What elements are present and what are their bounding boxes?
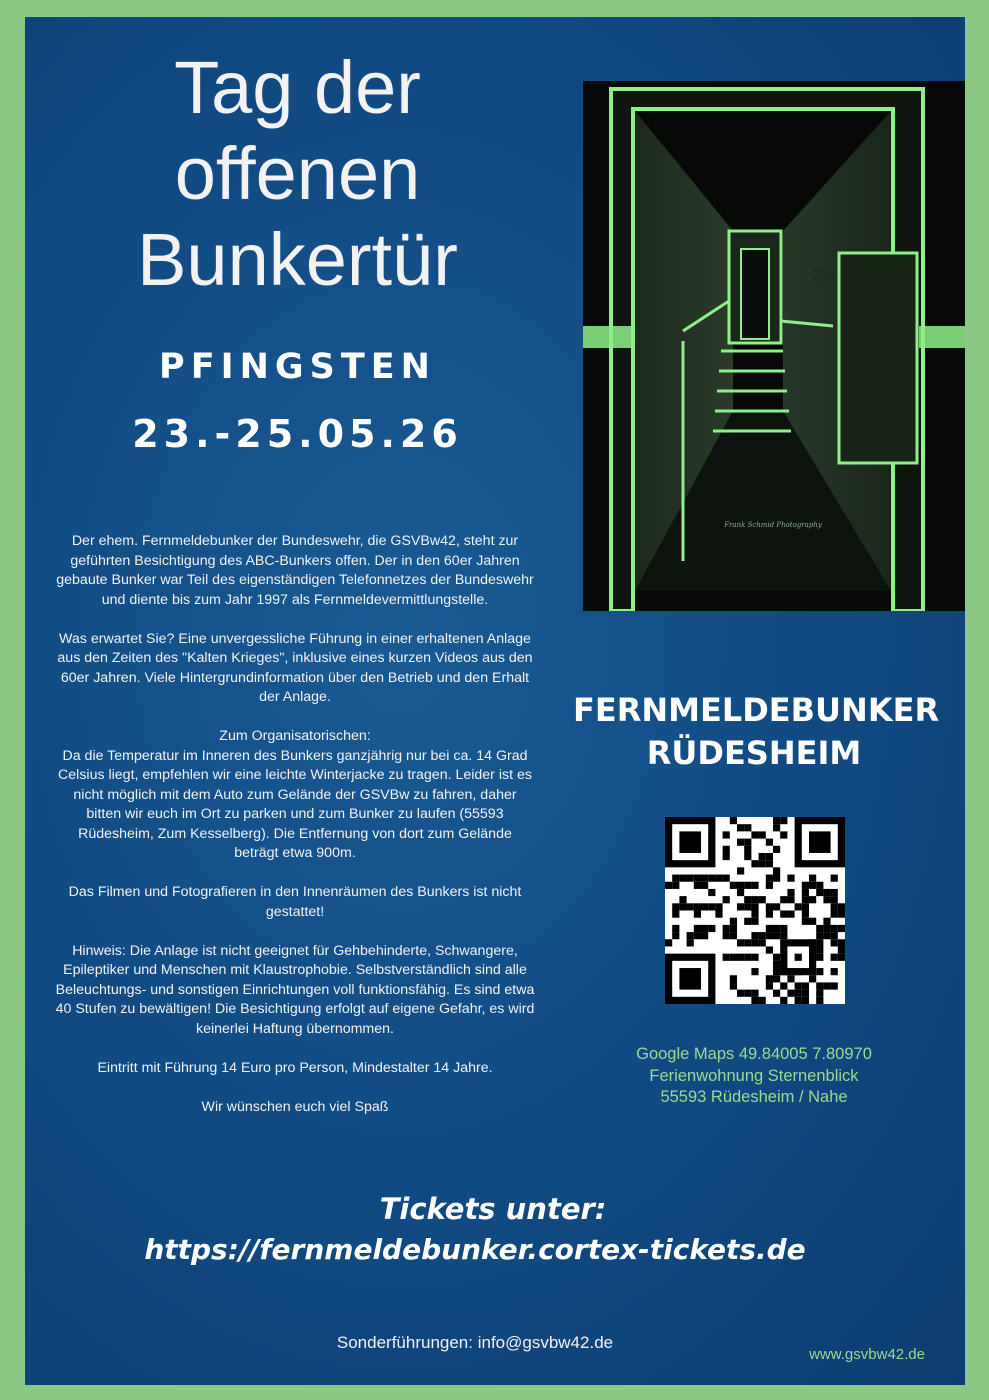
event-subtitle: PFINGSTEN bbox=[159, 347, 436, 387]
tickets-url-link[interactable]: https://fernmeldebunker.cortex-tickets.de bbox=[144, 1233, 806, 1266]
photo-watermark: Frank Schmid Photography bbox=[724, 521, 822, 529]
title-line-2: offenen bbox=[174, 132, 421, 215]
paragraph-farewell: Wir wünschen euch viel Spaß bbox=[201, 1098, 389, 1115]
address-line-name: Ferienwohnung Sternenblick bbox=[649, 1066, 859, 1085]
location-name bbox=[573, 689, 940, 775]
bunker-corridor-photo bbox=[583, 81, 965, 611]
title-line-1: Tag der bbox=[174, 46, 421, 129]
paragraph-organisation: Zum Organisatorischen: Da die Temperatur im Inneren des Bunkers ganzjährig nur bei ca. 14 Grad Celsius liegt, empfehlen wir eine leichte Winterjacke zu tragen. Leider ist es nicht möglich mit dem Auto zum Gelände der GSVBw zu fahren, daher bitten wir euch im Ort zu parken und zum Bunker zu laufen (55593 Rüdesheim, Zum Kesselberg). Die Entfernung von dort zum Gelände beträgt etwa 900m. bbox=[58, 728, 532, 861]
paragraph-notice: Hinweis: Die Anlage ist nicht geeignet für Gehbehinderte, Schwangere, Epileptiker und Menschen mit Klaustrophobie. Selbstverständlich sind alle Beleuchtungs- und sonstigen Einrichtungen voll funktionsfähig. Es sind etwa 40 Stufen zu bewältigen! Die Besichtigung erfolgt auf eigene Gefahr, es wird keinerlei Haftung übernommen. bbox=[55, 942, 535, 1037]
paragraph-expectations: Was erwartet Sie? Eine unvergessliche Führung in einer erhaltenen Anlage aus den Zeiten des "Kalten Krieges", inklusive eines kurzen Videos aus den 60er Jahren. Viele Hintergrundinformation über den Betrieb und den Erhalt der Anlage. bbox=[57, 630, 533, 705]
location-address bbox=[573, 1044, 935, 1109]
page-title bbox=[25, 45, 570, 303]
description-text bbox=[55, 532, 535, 1137]
address-line-maps: Google Maps 49.84005 7.80970 bbox=[636, 1045, 872, 1063]
tickets-label: Tickets unter: bbox=[379, 1192, 607, 1226]
paragraph-no-photos: Das Filmen und Fotografieren in den Innenräumen des Bunkers ist nicht gestattet! bbox=[68, 884, 522, 920]
paragraph-intro: Der ehem. Fernmeldebunker der Bundeswehr, die GSVBw42, steht zur geführten Besichtigung des ABC-Bunkers offen. Der in den 60er Jahren gebaute Bunker war Teil des eigenständigen Telefonnetzes der Bundeswehr und diente bis zum Jahr 1997 als Fernmeldevermittlungstelle. bbox=[56, 533, 534, 608]
event-dates: 23.-25.05.26 bbox=[132, 412, 463, 456]
contact-email[interactable]: Sonderführungen: info@gsvbw42.de bbox=[336, 1333, 614, 1352]
qr-code-icon bbox=[665, 817, 845, 1004]
poster bbox=[25, 17, 965, 1385]
address-line-city: 55593 Rüdesheim / Nahe bbox=[660, 1088, 848, 1106]
location-name-line-1: FERNMELDEBUNKER bbox=[573, 691, 940, 729]
location-name-line-2: RÜDESHEIM bbox=[646, 734, 862, 772]
website-link[interactable]: www.gsvbw42.de bbox=[809, 1346, 925, 1363]
door-number: 23 bbox=[811, 265, 837, 286]
paragraph-admission: Eintritt mit Führung 14 Euro pro Person, Mindestalter 14 Jahre. bbox=[97, 1059, 493, 1076]
title-line-3: Bunkertür bbox=[137, 218, 458, 301]
